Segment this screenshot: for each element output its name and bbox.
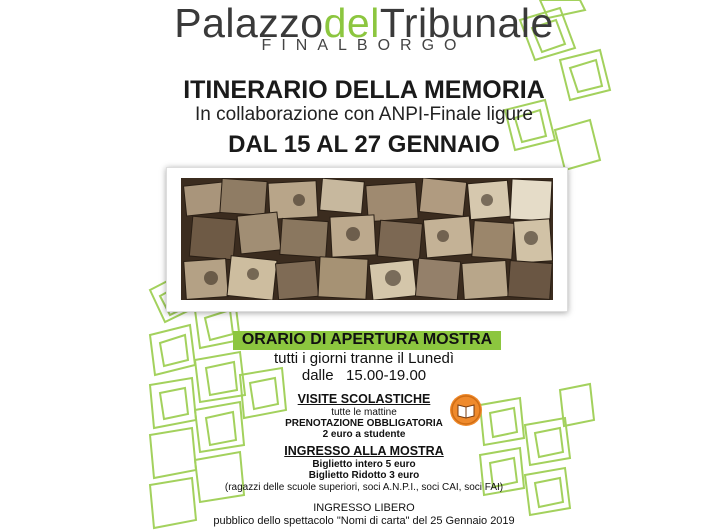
event-subtitle: In collaborazione con ANPI-Finale ligure: [195, 104, 533, 125]
opening-time: dalle 15.00-19.00: [301, 367, 427, 384]
admission-heading: INGRESSO ALLA MOSTRA: [284, 444, 444, 458]
logo-palazzo: Palazzo: [174, 0, 324, 46]
logo-subtitle: FINALBORGO: [261, 37, 467, 54]
admission-full: Biglietto intero 5 euro: [312, 459, 416, 470]
event-dates: DAL 15 AL 27 GENNAIO: [228, 131, 500, 158]
book-icon-glyph: [450, 394, 482, 426]
opening-days: tutti i giorni tranne il Lunedì: [273, 350, 455, 367]
admission-note: (ragazzi delle scuole superiori, soci A.N.P.I., soci CAI, soci FAI): [224, 482, 504, 493]
school-visits-line1: tutte le mattine: [331, 407, 397, 418]
photo-collage-frame: [166, 167, 568, 312]
photo-collage-illustration: [181, 178, 553, 300]
event-title: ITINERARIO DELLA MEMORIA: [183, 76, 545, 104]
free-entry-note: pubblico dello spettacolo "Nomi di carta" del 25 Gennaio 2019: [213, 515, 515, 527]
vintage-photos-collage-image: [181, 178, 553, 300]
book-icon: [450, 394, 482, 426]
logo-tribunale: Tribunale: [379, 0, 554, 46]
admission-reduced: Biglietto Ridotto 3 euro: [308, 470, 420, 481]
school-visits-line3: 2 euro a studente: [322, 429, 406, 440]
free-entry-heading: INGRESSO LIBERO: [313, 502, 415, 514]
school-visits-line2: PRENOTAZIONE OBBLIGATORIA: [285, 418, 443, 429]
opening-hours-heading: ORARIO DI APERTURA MOSTRA: [241, 331, 493, 348]
logo-del: del: [323, 0, 380, 46]
school-visits-heading: VISITE SCOLASTICHE: [297, 392, 431, 406]
